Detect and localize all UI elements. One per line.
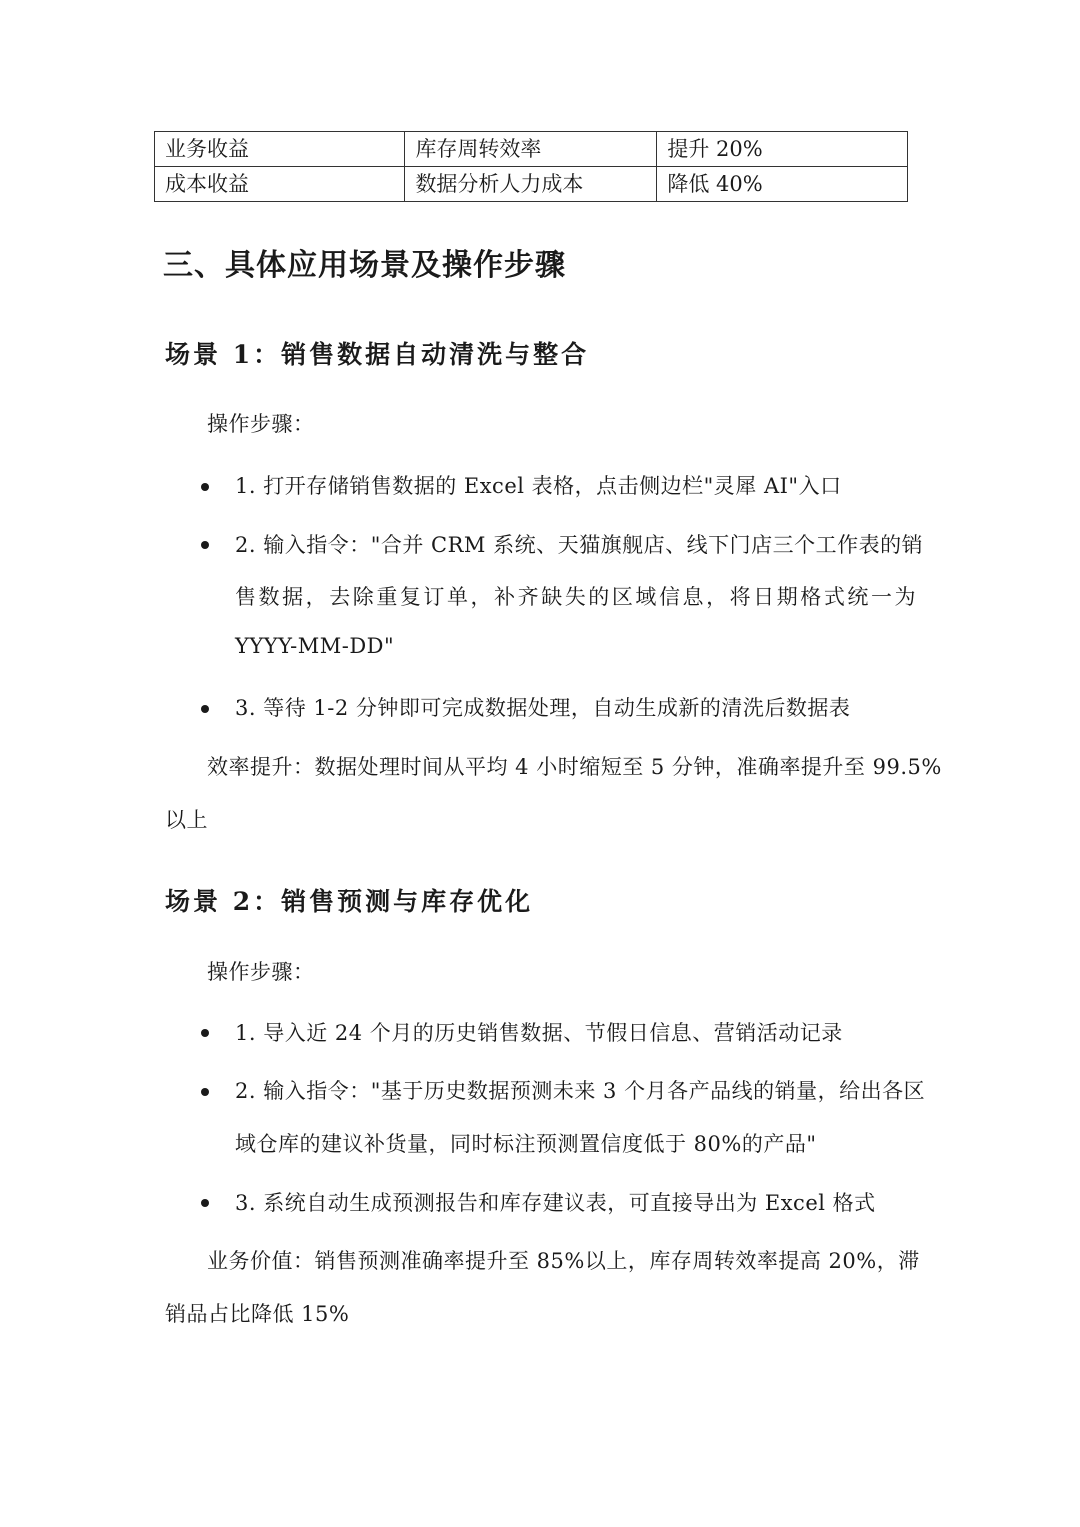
- bullet-icon: [201, 705, 209, 713]
- scene1-efficiency-line2: 以上: [165, 808, 208, 832]
- table-cell: 提升 20%: [657, 132, 908, 167]
- scene1-step2-line2: 售数据，去除重复订单，补齐缺失的区域信息，将日期格式统一为: [235, 585, 916, 609]
- bullet-icon: [201, 1199, 209, 1207]
- bullet-icon: [201, 483, 209, 491]
- bullet-icon: [201, 541, 209, 549]
- scene2-step3: 3. 系统自动生成预测报告和库存建议表，可直接导出为 Excel 格式: [235, 1191, 876, 1215]
- table-row: [155, 167, 908, 202]
- scene2-step2-line1: 2. 输入指令："基于历史数据预测未来 3 个月各产品线的销量，给出各区: [235, 1079, 926, 1103]
- scene1-step2-line1: 2. 输入指令："合并 CRM 系统、天猫旗舰店、线下门店三个工作表的销: [235, 533, 924, 557]
- table-cell: 成本收益: [155, 167, 405, 202]
- scene2-step2-line2: 域仓库的建议补货量，同时标注预测置信度低于 80%的产品": [235, 1132, 817, 1156]
- table-cell: 库存周转效率: [405, 132, 657, 167]
- scene1-steps-label: 操作步骤：: [207, 412, 315, 436]
- scene2-step1: 1. 导入近 24 个月的历史销售数据、节假日信息、营销活动记录: [235, 1021, 843, 1045]
- scene2-steps-label: 操作步骤：: [207, 960, 315, 984]
- table-cell: 数据分析人力成本: [405, 167, 657, 202]
- bullet-icon: [201, 1088, 209, 1096]
- scene1-heading: 场景 1：销售数据自动清洗与整合: [165, 340, 590, 369]
- scene2-value-line1: 业务价值：销售预测准确率提升至 85%以上，库存周转效率提高 20%，滞: [207, 1249, 920, 1273]
- section-heading: 三、具体应用场景及操作步骤: [163, 248, 566, 283]
- scene1-step1: 1. 打开存储销售数据的 Excel 表格，点击侧边栏"灵犀 AI"入口: [235, 474, 842, 498]
- scene1-efficiency-line1: 效率提升：数据处理时间从平均 4 小时缩短至 5 分钟，准确率提升至 99.5%: [207, 755, 942, 779]
- scene2-value-line2: 销品占比降低 15%: [165, 1302, 350, 1326]
- table-cell: 降低 40%: [657, 167, 908, 202]
- scene2-heading: 场景 2：销售预测与库存优化: [165, 887, 534, 916]
- scene1-step3: 3. 等待 1-2 分钟即可完成数据处理，自动生成新的清洗后数据表: [235, 696, 851, 720]
- table-row: [155, 132, 908, 167]
- bullet-icon: [201, 1029, 209, 1037]
- benefits-table: [154, 131, 908, 202]
- scene1-step2-line3: YYYY-MM-DD": [235, 634, 395, 658]
- table-cell: 业务收益: [155, 132, 405, 167]
